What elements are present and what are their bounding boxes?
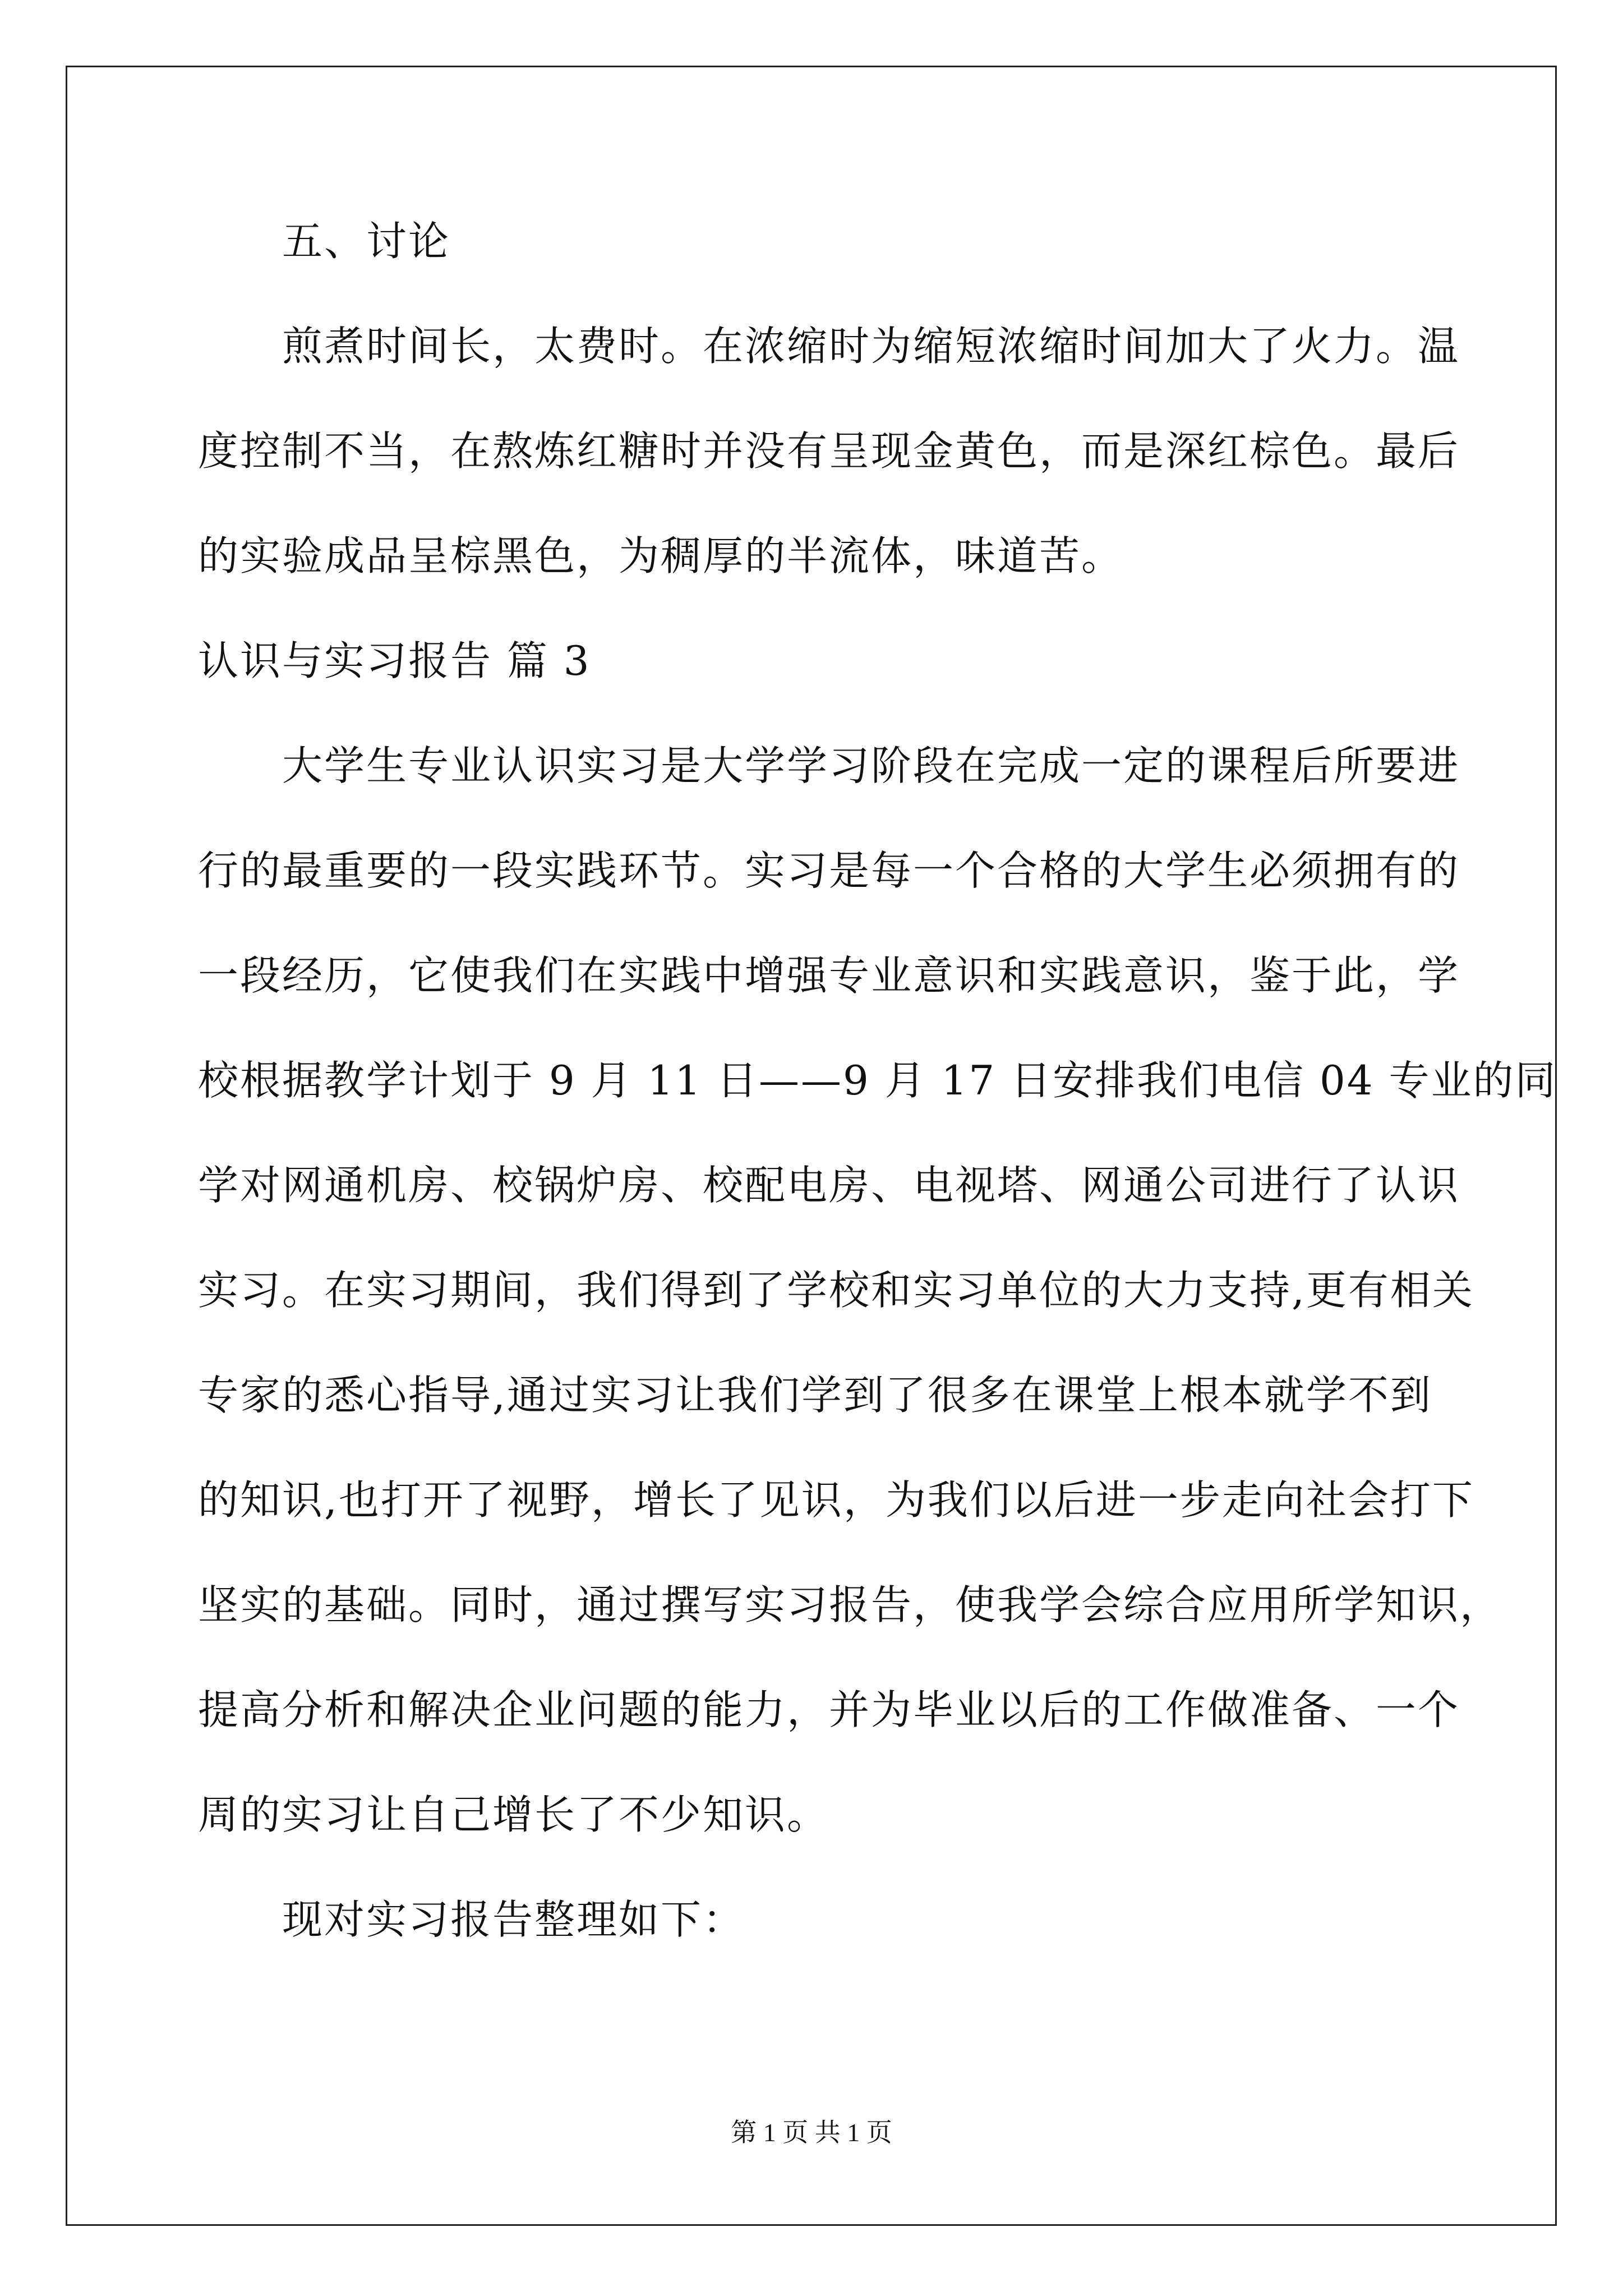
body-line: 行的最重要的一段实践环节。实习是每一个合格的大学生必须拥有的	[198, 847, 1460, 894]
body-line: 一段经历，它使我们在实践中增强专业意识和实践意识，鉴于此，学	[198, 952, 1460, 999]
discussion-line: 的实验成品呈棕黑色，为稠厚的半流体，味道苦。	[198, 532, 1124, 579]
discussion-line: 度控制不当，在熬炼红糖时并没有呈现金黄色，而是深红棕色。最后	[198, 427, 1460, 475]
body-line: 周的实习让自己增长了不少知识。	[198, 1791, 829, 1838]
body-line: 学对网通机房、校锅炉房、校配电房、电视塔、网通公司进行了认识	[198, 1162, 1460, 1209]
discussion-line: 煎煮时间长，太费时。在浓缩时为缩短浓缩时间加大了火力。温	[282, 323, 1460, 370]
article-title: 认识与实习报告 篇 3	[198, 637, 591, 684]
body-line: 大学生专业认识实习是大学学习阶段在完成一定的课程后所要进	[282, 742, 1460, 789]
body-line: 实习。在实习期间，我们得到了学校和实习单位的大力支持,更有相关	[198, 1267, 1474, 1314]
closing-line: 现对实习报告整理如下：	[282, 1896, 745, 1943]
body-line: 校根据教学计划于 9 月 11 日——9 月 17 日安排我们电信 04 专业的同	[198, 1057, 1557, 1104]
body-line: 的知识,也打开了视野，增长了见识，为我们以后进一步走向社会打下	[198, 1476, 1474, 1524]
body-line: 专家的悉心指导,通过实习让我们学到了很多在课堂上根本就学不到	[198, 1372, 1432, 1419]
body-line: 坚实的基础。同时，通过撰写实习报告，使我学会综合应用所学知识，	[198, 1581, 1502, 1628]
page-footer: 第 1 页 共 1 页	[731, 2118, 892, 2147]
section-heading: 五、讨论	[282, 218, 451, 265]
body-line: 提高分析和解决企业问题的能力，并为毕业以后的工作做准备、一个	[198, 1686, 1460, 1733]
